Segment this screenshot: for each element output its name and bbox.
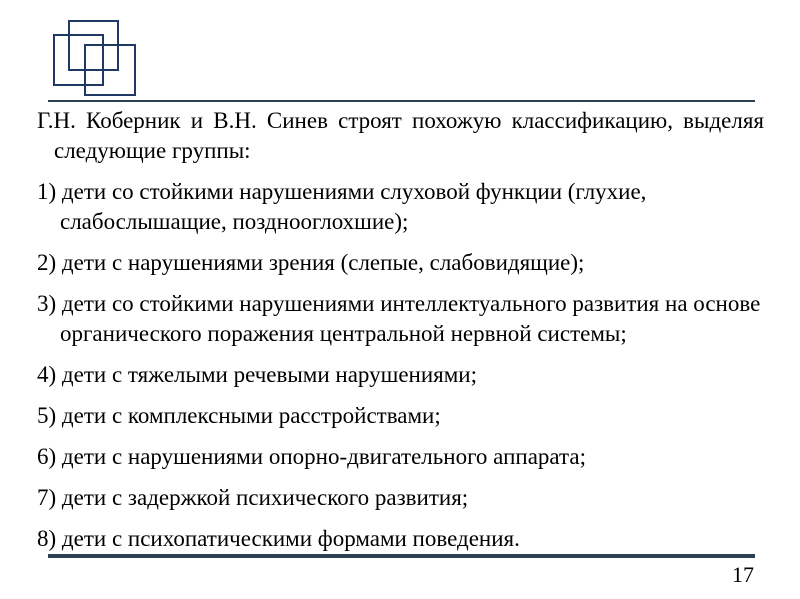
list-item-5 xyxy=(37,401,764,431)
overlapping-squares-logo xyxy=(0,0,160,100)
item-marker: 7) xyxy=(37,485,57,510)
item-text: дети с задержкой психического развития; xyxy=(61,485,469,510)
item-marker: 2) xyxy=(37,250,57,275)
item-marker: 5) xyxy=(37,403,57,428)
intro-paragraph: Г.Н. Коберник и В.Н. Синев строят похожую классификацию, выделяя следующие группы: xyxy=(37,108,764,163)
item-text: дети с психопатическими формами поведения. xyxy=(61,526,520,551)
list-item-3 xyxy=(37,289,764,349)
slide-body xyxy=(37,106,764,554)
item-marker: 1) xyxy=(37,179,57,204)
item-marker: 4) xyxy=(37,362,57,387)
item-text: дети с нарушениями опорно-двигательного аппарата; xyxy=(61,444,586,469)
list-item-2 xyxy=(37,248,764,278)
list-item-6 xyxy=(37,442,764,472)
page-number: 17 xyxy=(732,562,754,587)
list-item-1 xyxy=(37,177,764,237)
list-item-4 xyxy=(37,360,764,390)
logo-square-bottom-right-icon xyxy=(84,44,136,96)
list-item-8 xyxy=(37,524,764,554)
item-text: дети со стойкими нарушениями слуховой функции (глухие, слабослышащие, позднооглохшие); xyxy=(60,179,647,234)
item-marker: 8) xyxy=(37,526,57,551)
bottom-divider xyxy=(48,554,755,558)
item-text: дети со стойкими нарушениями интеллектуального развития на основе органического поражения центральной нервной системы; xyxy=(60,291,761,346)
item-text: дети с тяжелыми речевыми нарушениями; xyxy=(61,362,477,387)
item-marker: 3) xyxy=(37,291,57,316)
top-divider xyxy=(48,100,755,102)
list-item-7 xyxy=(37,483,764,513)
item-text: дети с комплексными расстройствами; xyxy=(61,403,441,428)
item-marker: 6) xyxy=(37,444,57,469)
item-text: дети с нарушениями зрения (слепые, слабовидящие); xyxy=(61,250,585,275)
